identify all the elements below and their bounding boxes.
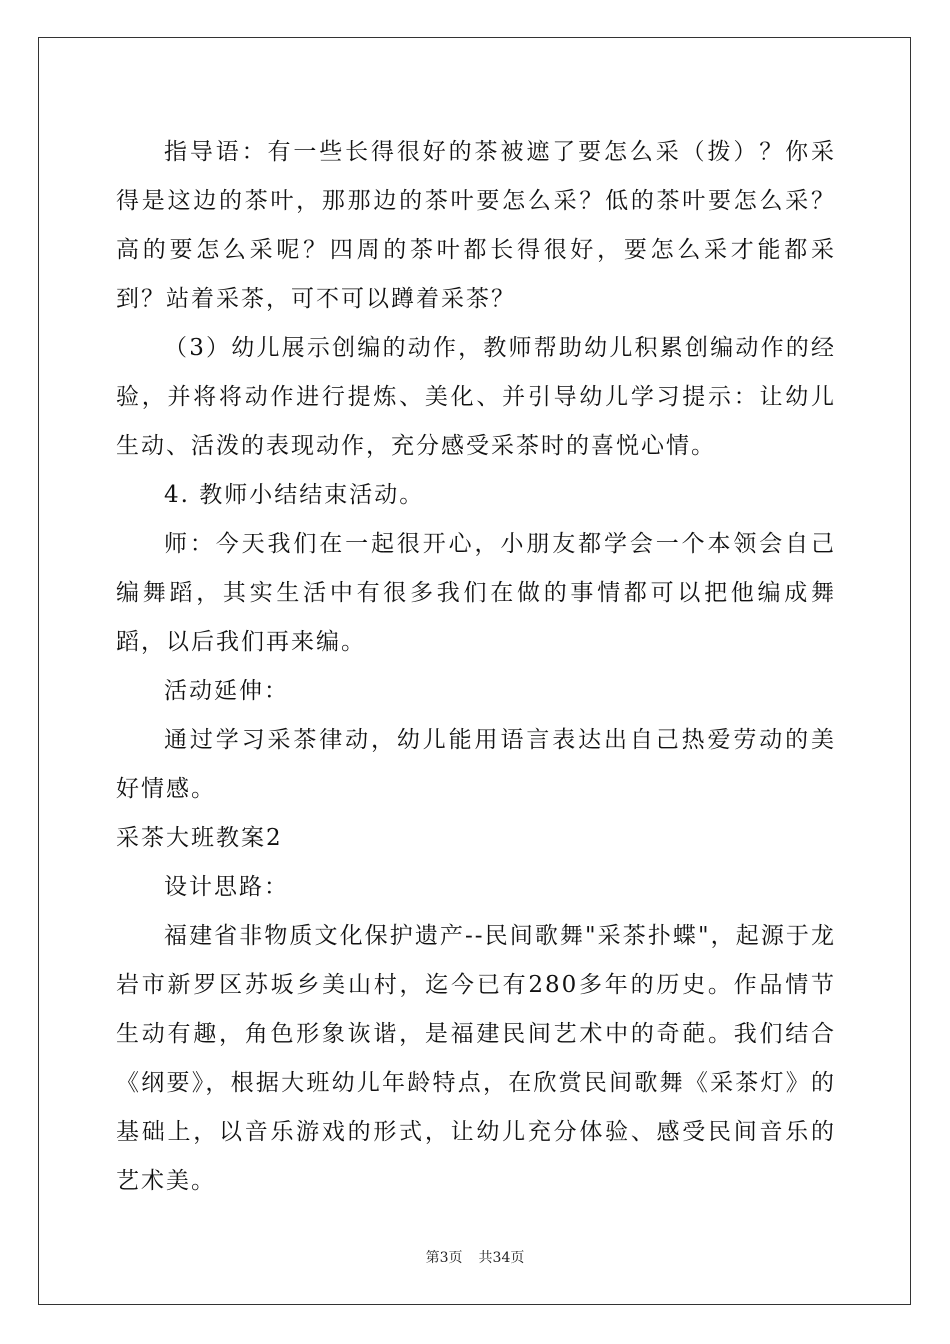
paragraph-design-title: 设计思路： — [164, 874, 289, 900]
paragraph-step-4: 4. 教师小结结束活动。 — [164, 482, 425, 508]
paragraph-design-body: 福建省非物质文化保护遗产--民间歌舞"采茶扑蝶"，起源于龙岩市新罗区苏坂乡美山村，迄今已有280多年的历史。作品情节生动有趣，角色形象诙谐，是福建民间艺术中的奇葩。我们结合《纲要》，根据大班幼儿年龄特点，在欣赏民间歌舞《采茶灯》的基础上，以音乐游戏的形式，让幼儿充分体验、感受民间音乐的艺术美。 — [116, 923, 836, 1194]
paragraph-extension-body: 通过学习采茶律动，幼儿能用语言表达出自己热爱劳动的美好情感。 — [116, 727, 836, 802]
paragraph-guide-questions: 指导语：有一些长得很好的茶被遮了要怎么采（拨）？你采得是这边的茶叶，那那边的茶叶要怎么采？低的茶叶要怎么采？高的要怎么采呢？四周的茶叶都长得很好，要怎么采才能都采到？站着采茶，可不可以蹲着采茶？ — [116, 139, 836, 312]
paragraph-extension-title: 活动延伸： — [164, 678, 289, 704]
section-heading: 采茶大班教案2 — [116, 825, 283, 851]
page-number: 第3页 — [425, 1250, 463, 1266]
paragraph-teacher-summary: 师：今天我们在一起很开心，小朋友都学会一个本领会自己编舞蹈，其实生活中有很多我们在做的事情都可以把他编成舞蹈，以后我们再来编。 — [116, 531, 836, 655]
document-body — [116, 128, 836, 1206]
paragraph-step-3: （3）幼儿展示创编的动作，教师帮助幼儿积累创编动作的经验，并将将动作进行提炼、美化、并引导幼儿学习提示：让幼儿生动、活泼的表现动作，充分感受采茶时的喜悦心情。 — [116, 335, 836, 459]
page-total: 共34页 — [478, 1250, 525, 1266]
page-footer — [0, 1247, 950, 1267]
